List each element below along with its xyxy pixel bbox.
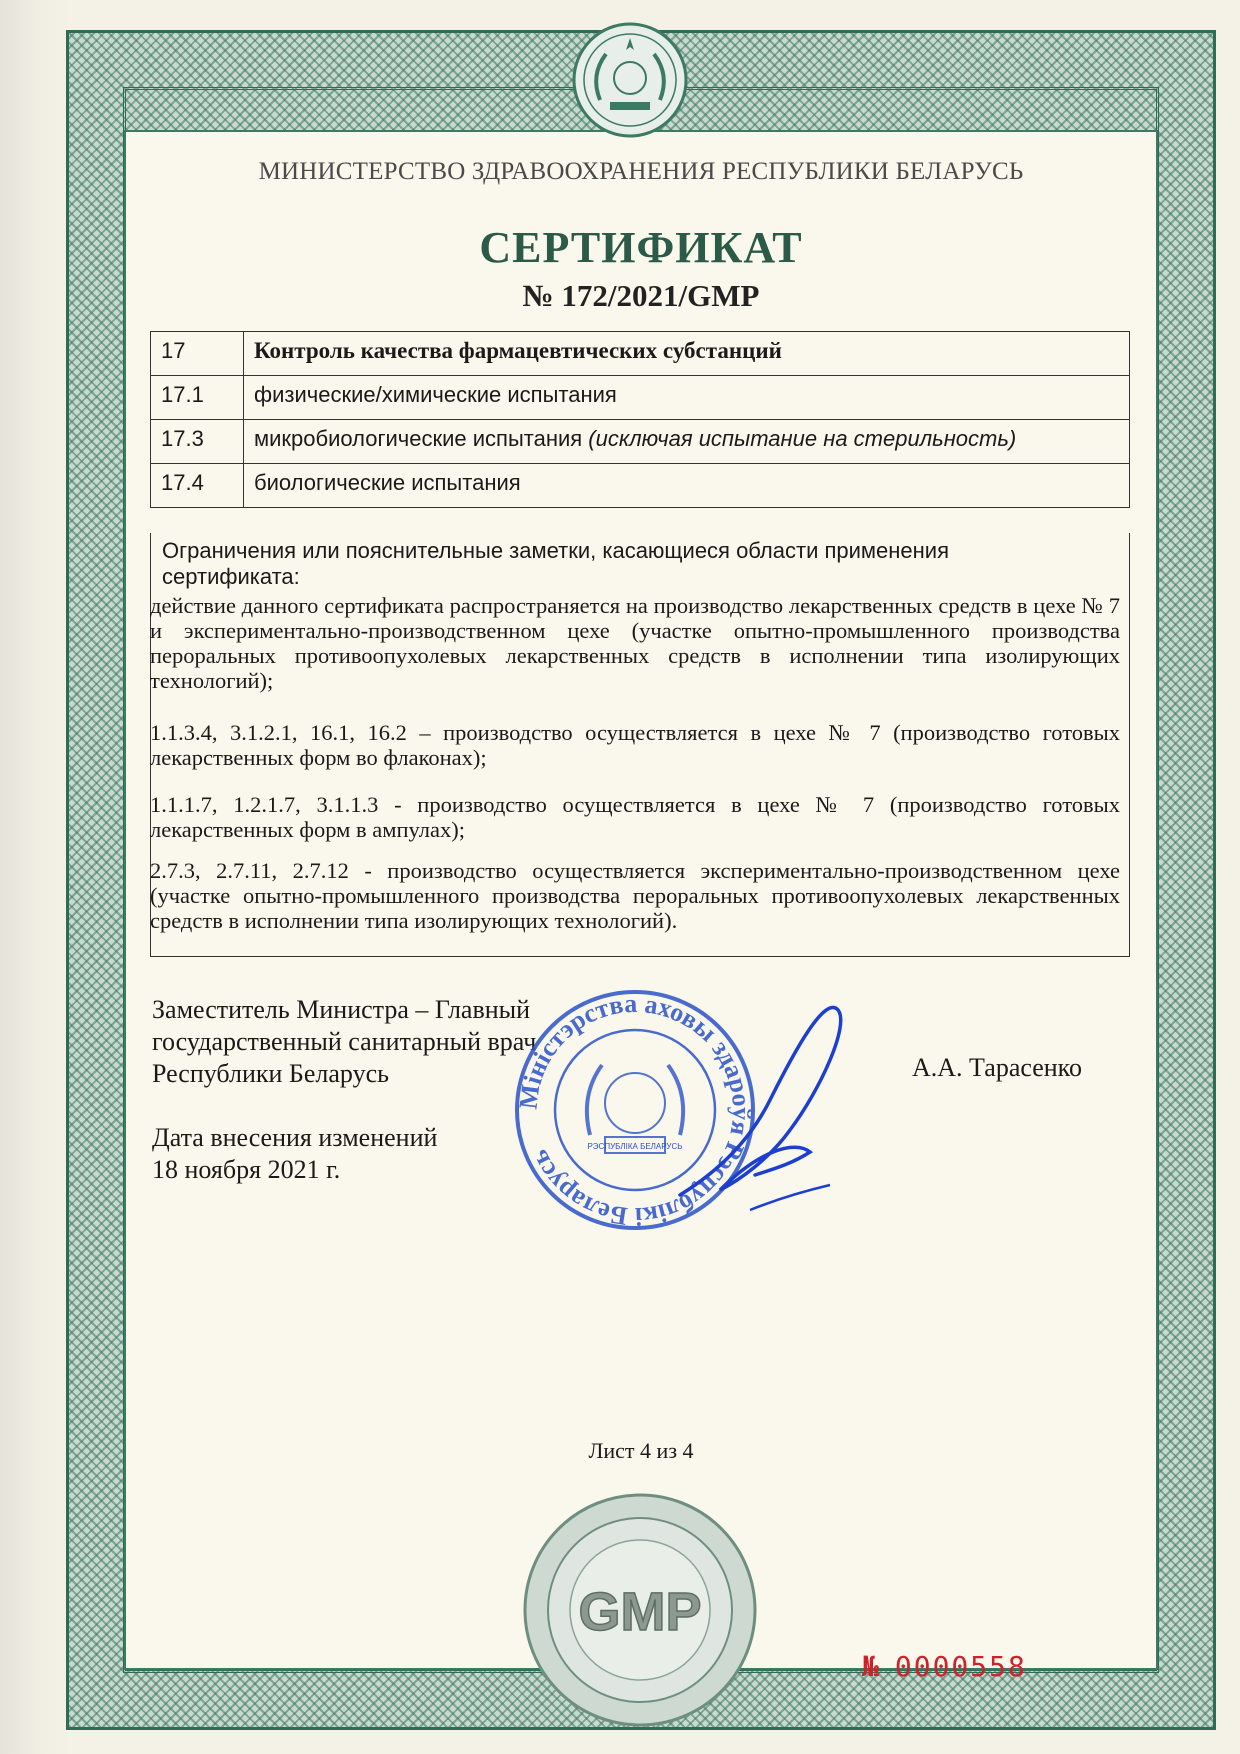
date-block xyxy=(152,1122,437,1186)
row-code: 17.1 xyxy=(151,376,244,420)
row-text: биологические испытания xyxy=(244,464,1130,508)
row-code: 17.3 xyxy=(151,420,244,464)
note-paragraph: 1.1.3.4, 3.1.2.1, 16.1, 16.2 – производство осуществляется в цехе № 7 (производство готовых лекарственных форм во флаконах); xyxy=(150,720,1120,770)
gmp-seal-icon xyxy=(520,1490,760,1730)
signer-name: А.А. Тарасенко xyxy=(912,1053,1082,1082)
signer-line: Заместитель Министра – Главный xyxy=(152,995,531,1024)
ministry-name: МИНИСТЕРСТВО ЗДРАВООХРАНЕНИЯ РЕСПУБЛИКИ БЕЛАРУСЬ xyxy=(258,158,1024,185)
serial-number xyxy=(862,1650,1027,1683)
row-code: 17 xyxy=(151,332,244,376)
signature-icon xyxy=(660,980,860,1230)
svg-text:Міністэрства аховы здароўя Рэс: Міністэрства аховы здароўя Рэспублікі Беларусь xyxy=(513,988,757,1232)
notes-heading: Ограничения или пояснительные заметки, касающиеся области применения сертификата: xyxy=(162,538,950,589)
row-text-cell xyxy=(244,420,1130,464)
signer-title xyxy=(152,994,536,1090)
row-code: 17.4 xyxy=(151,464,244,508)
row-text: микробиологические испытания xyxy=(254,426,589,451)
table-row xyxy=(151,332,1130,376)
date-label: Дата внесения изменений xyxy=(152,1123,438,1152)
note-paragraph: 1.1.1.7, 1.2.1.7, 3.1.1.3 - производство осуществляется в цехе № 7 (производство готовых лекарственных форм в ампулах); xyxy=(150,792,1120,842)
serial-prefix: № xyxy=(862,1650,881,1683)
signer-line: Республики Беларусь xyxy=(152,1059,389,1088)
table-row xyxy=(151,376,1130,420)
certificate-number: № 172/2021/GMP xyxy=(522,278,760,313)
row-note: (исключая испытание на стерильность) xyxy=(588,426,1017,451)
note-paragraph: 2.7.3, 2.7.11, 2.7.12 - производство осуществляется экспериментально-производственном цехе (участке опытно-промышленного производства пероральных противоопухолевых лекарственных средств в исполнении типа изолирующих технологий). xyxy=(150,858,1120,933)
signer-line: государственный санитарный врач xyxy=(152,1027,537,1056)
date-value: 18 ноября 2021 г. xyxy=(152,1155,341,1184)
state-emblem-icon xyxy=(570,20,690,140)
serial-value: 0000558 xyxy=(894,1650,1027,1683)
note-paragraph: действие данного сертификата распространяется на производство лекарственных средств в цехе № 7 и экспериментально-производственном цехе (участке опытно-промышленного производства пероральных противоопухолевых лекарственных средств в исполнении типа изолирующих технологий); xyxy=(150,593,1120,693)
row-text: физические/химические испытания xyxy=(244,376,1130,420)
scope-table xyxy=(150,331,1130,508)
table-row xyxy=(151,420,1130,464)
scan-edge xyxy=(0,0,70,1754)
certificate-title: СЕРТИФИКАТ xyxy=(479,223,803,272)
svg-text:РЭСПУБЛІКА БЕЛАРУСЬ: РЭСПУБЛІКА БЕЛАРУСЬ xyxy=(587,1142,683,1151)
row-text: Контроль качества фармацевтических субстанций xyxy=(244,332,1130,376)
sheet-number: Лист 4 из 4 xyxy=(588,1438,694,1463)
table-row xyxy=(151,464,1130,508)
svg-text:GMP: GMP xyxy=(578,1582,702,1642)
